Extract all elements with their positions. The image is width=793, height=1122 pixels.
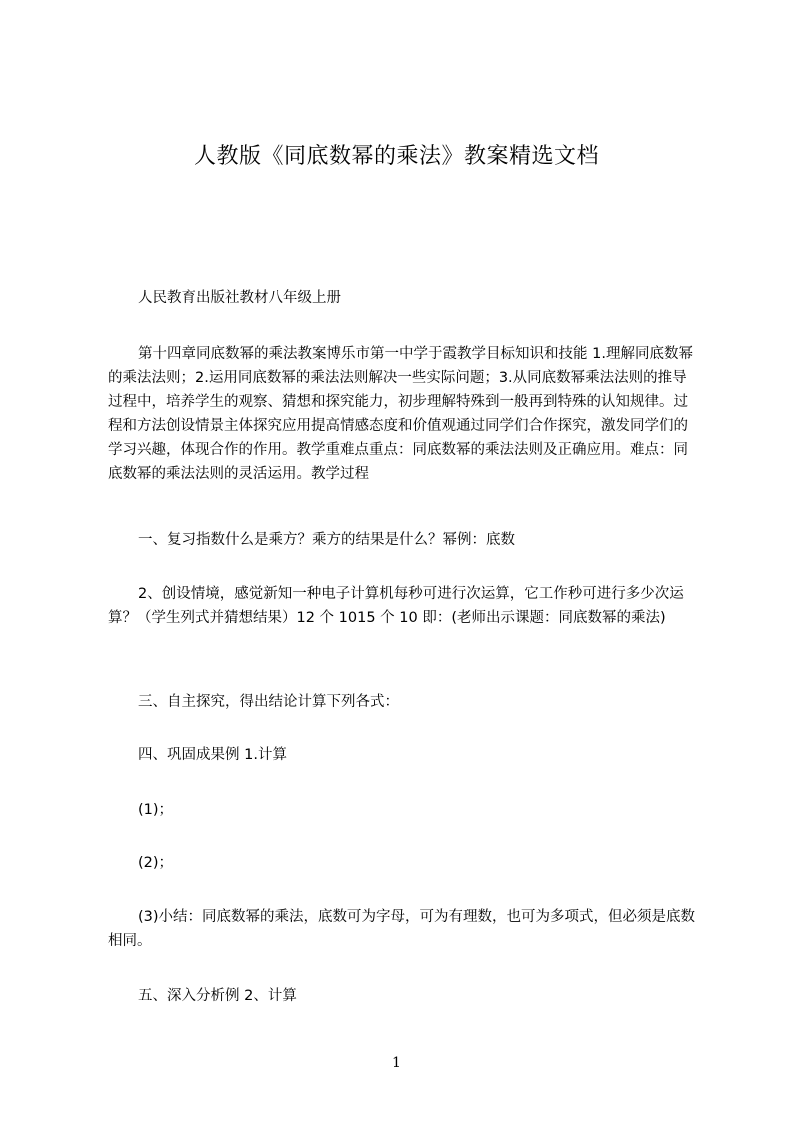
paragraph-review: 一、复习指数什么是乘方？乘方的结果是什么？幂例：底数 [138,532,515,548]
paragraph-objectives: 第十四章同底数幂的乘法教案博乐市第一中学于霞教学目标知识和技能 1.理解同底数幂的乘法法则；2.运用同底数幂的乘法法则解决一些实际问题；3.从同底数幂乘法法则的推导过程中，培养学生的观察、猜想和探究能力，初步理解特殊到一般再到特殊的认知规律。过程和方法创设情景主体探究应用提高情感态度和价值观通过同学们合作探究，激发同学们的学习兴趣，体现合作的作用。教学重难点重点：同底数幂的乘法法则及正确应用。难点：同底数幂的乘法法则的灵活运用。教学过程 [108,346,693,482]
paragraph-consolidate: 四、巩固成果例 1.计算 [138,747,287,763]
paragraph-summary: (3)小结：同底数幂的乘法，底数可为字母，可为有理数，也可为多项式，但必须是底数相同。 [108,909,696,949]
paragraph-item-2: (2)； [138,855,174,871]
paragraph-explore: 三、自主探究，得出结论计算下列各式： [138,694,399,710]
document-title: 人教版《同底数幂的乘法》教案精选文档 [193,144,599,169]
paragraph-item-1: (1)； [138,802,174,818]
paragraph-deep-analysis: 五、深入分析例 2、计算 [138,988,297,1004]
page-number: 1 [392,1055,401,1071]
paragraph-textbook: 人民教育出版社教材八年级上册 [138,290,341,306]
paragraph-scenario: 2、创设情境，感觉新知一种电子计算机每秒可进行次运算，它工作秒可进行多少次运算？（学生列式并猜想结果）12 个 1015 个 10 即：(老师出示课题：同底数幂的乘法) [108,586,684,626]
